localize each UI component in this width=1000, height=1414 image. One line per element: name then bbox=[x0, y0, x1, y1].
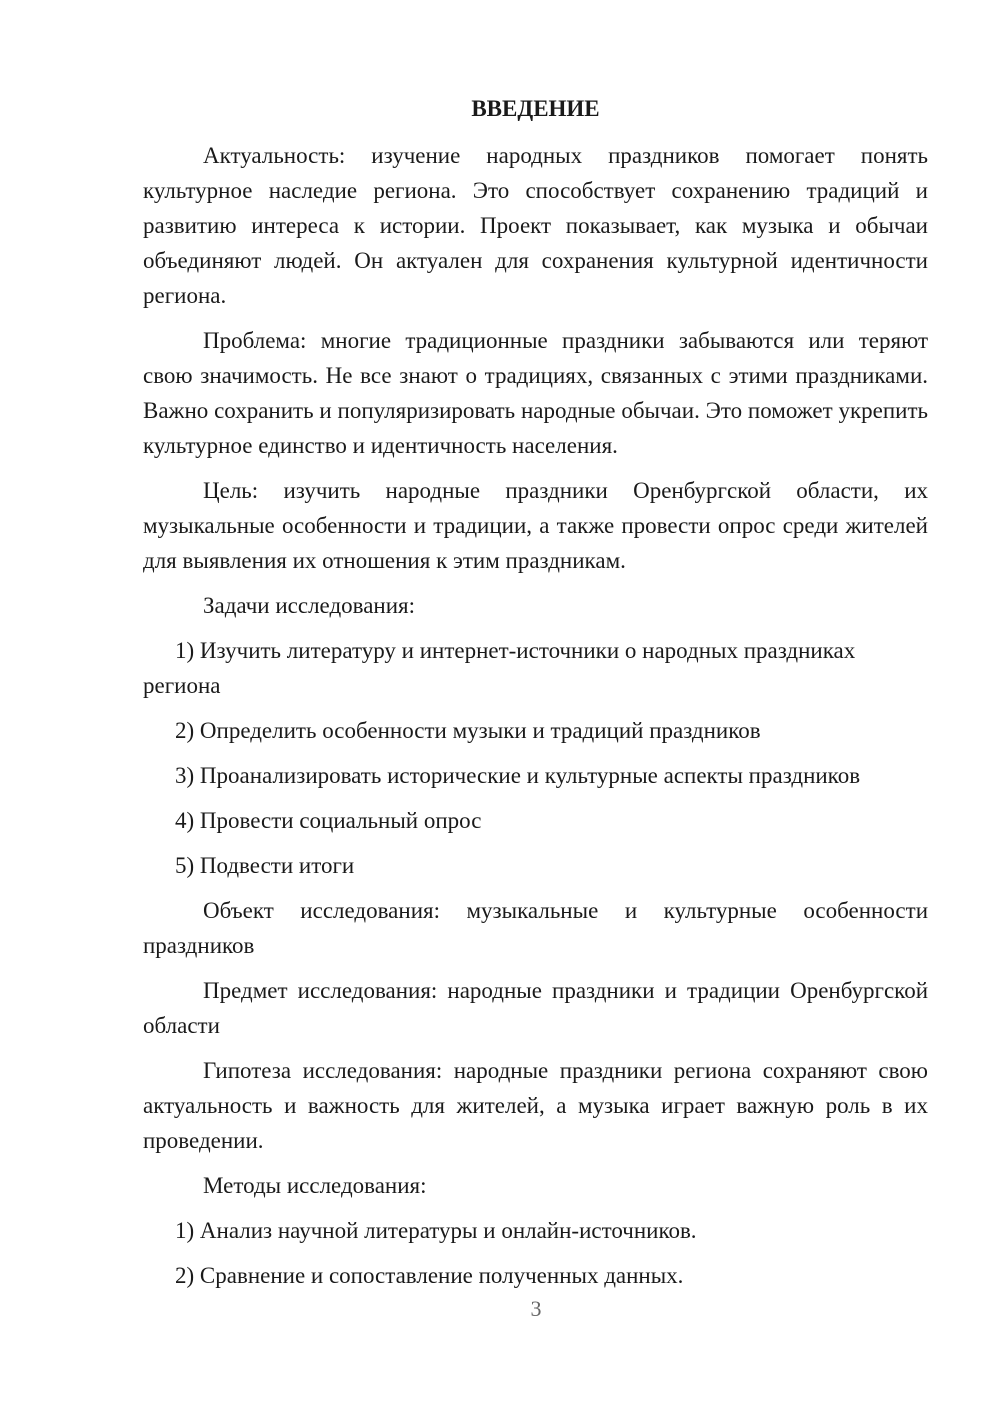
document-body bbox=[143, 94, 928, 1303]
problem-paragraph: Проблема: многие традиционные праздники забываются или теряют свою значимость. Не все знают о традициях, связанных с этими праздниками. Важно сохранить и популяризировать народные обычаи. Это поможет укрепить культурное единство и идентичность населения. bbox=[143, 328, 928, 458]
methods-heading: Методы исследования: bbox=[203, 1173, 427, 1198]
task-item: 2) Определить особенности музыки и традиций праздников bbox=[175, 718, 761, 743]
task-item: 4) Провести социальный опрос bbox=[175, 808, 482, 833]
task-item: 5) Подвести итоги bbox=[175, 853, 355, 878]
object-paragraph: Объект исследования: музыкальные и культурные особенности праздников bbox=[143, 898, 928, 958]
task-item: 1) Изучить литературу и интернет-источники о народных праздниках региона bbox=[143, 638, 856, 698]
relevance-paragraph: Актуальность: изучение народных праздников помогает понять культурное наследие региона. Это способствует сохранению традиций и развитию интереса к истории. Проект показывает, как музыка и обычаи объединяют людей. Он актуален для сохранения культурной идентичности региона. bbox=[143, 143, 928, 308]
task-item: 3) Проанализировать исторические и культурные аспекты праздников bbox=[175, 763, 861, 788]
hypothesis-paragraph: Гипотеза исследования: народные праздники региона сохраняют свою актуальность и важность для жителей, а музыка играет важную роль в их проведении. bbox=[143, 1058, 928, 1153]
subject-paragraph: Предмет исследования: народные праздники и традиции Оренбургской области bbox=[143, 978, 928, 1038]
section-title: ВВЕДЕНИЕ bbox=[471, 96, 600, 121]
method-item: 1) Анализ научной литературы и онлайн-источников. bbox=[175, 1218, 697, 1243]
goal-paragraph: Цель: изучить народные праздники Оренбургской области, их музыкальные особенности и традиции, а также провести опрос среди жителей для выявления их отношения к этим праздникам. bbox=[143, 478, 928, 573]
tasks-heading: Задачи исследования: bbox=[203, 593, 416, 618]
method-item: 2) Сравнение и сопоставление полученных данных. bbox=[175, 1263, 684, 1288]
page-number: 3 bbox=[530, 1296, 542, 1321]
